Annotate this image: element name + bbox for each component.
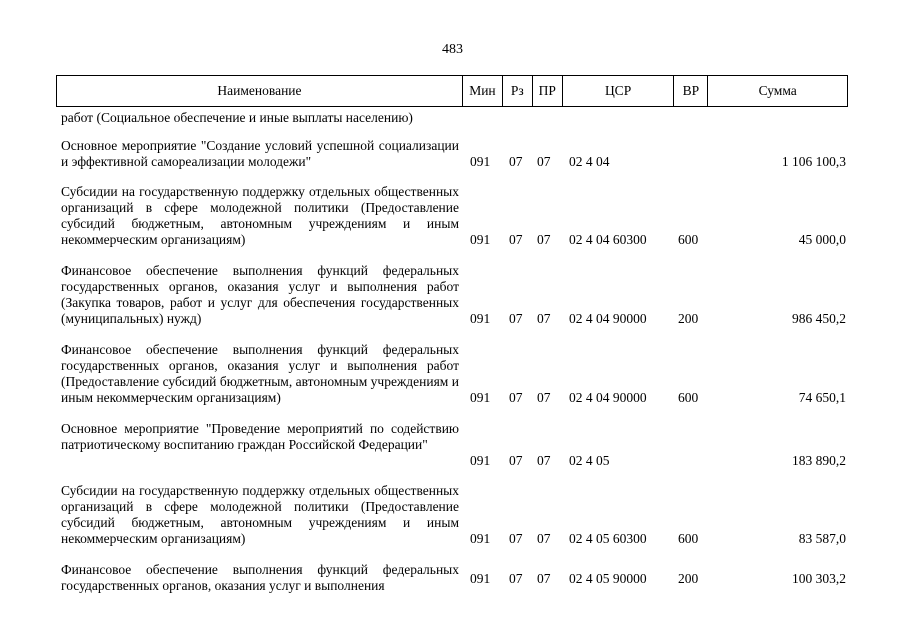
header-csr: ЦСР	[562, 76, 674, 106]
row-min: 091	[470, 531, 491, 546]
header-min: Мин	[462, 76, 502, 106]
row-csr: 02 4 04 90000	[569, 311, 647, 326]
row-rz: 07	[509, 531, 523, 546]
row-name: Основное мероприятие "Проведение мероприятий по содействию патриотическому воспитанию граждан Российской Федерации"	[61, 421, 459, 452]
row-csr: 02 4 04 90000	[569, 390, 647, 405]
row-vr: 200	[678, 571, 699, 586]
row-pr: 07	[537, 571, 551, 586]
row-name: Субсидии на государственную поддержку отдельных общественных организаций в сфере молодежной политики (Предоставление субсидий бюджетным, автономным учреждениям и иным некоммерческим организациям)	[61, 483, 459, 546]
row-vr: 600	[678, 531, 699, 546]
row-rz: 07	[509, 232, 523, 247]
row-min: 091	[470, 453, 491, 468]
row-sum: 83 587,0	[798, 531, 846, 546]
row-name: Основное мероприятие "Создание условий успешной социализации и эффективной самореализации молодежи"	[61, 138, 459, 169]
row-min: 091	[470, 154, 491, 169]
row-sum: 74 650,1	[798, 390, 846, 405]
row-min: 091	[470, 571, 491, 586]
row-sum: 986 450,2	[792, 311, 846, 326]
header-sum: Сумма	[707, 76, 847, 106]
row-name: Финансовое обеспечение выполнения функций федеральных государственных органов, оказания услуг и выполнения работ (Предоставление субсидий бюджетным, автономным учреждениям и иным некоммерческим организациям)	[61, 342, 459, 405]
row-vr: 200	[678, 311, 699, 326]
row-csr: 02 4 05 60300	[569, 531, 647, 546]
row-csr: 02 4 04 60300	[569, 232, 647, 247]
row-sum: 45 000,0	[798, 232, 846, 247]
row-rz: 07	[509, 453, 523, 468]
row-pr: 07	[537, 453, 551, 468]
row-pr: 07	[537, 154, 551, 169]
row-name: работ (Социальное обеспечение и иные выплаты населению)	[61, 110, 413, 125]
row-vr: 600	[678, 390, 699, 405]
row-rz: 07	[509, 154, 523, 169]
header-pr: ПР	[532, 76, 562, 106]
row-pr: 07	[537, 311, 551, 326]
header-rz: Рз	[502, 76, 532, 106]
row-sum: 100 303,2	[792, 571, 846, 586]
row-min: 091	[470, 390, 491, 405]
row-sum: 183 890,2	[792, 453, 846, 468]
header-name: Наименование	[217, 83, 302, 98]
row-csr: 02 4 05	[569, 453, 610, 468]
row-csr: 02 4 04	[569, 154, 610, 169]
row-name: Финансовое обеспечение выполнения функций федеральных государственных органов, оказания услуг и выполнения работ (Закупка товаров, работ и услуг для обеспечения государственных (муниципальных) нужд)	[61, 263, 459, 326]
page-number: 483	[442, 42, 463, 57]
row-rz: 07	[509, 571, 523, 586]
row-pr: 07	[537, 531, 551, 546]
row-pr: 07	[537, 232, 551, 247]
row-rz: 07	[509, 311, 523, 326]
row-min: 091	[470, 311, 491, 326]
header-vr: ВР	[673, 76, 707, 106]
row-rz: 07	[509, 390, 523, 405]
row-pr: 07	[537, 390, 551, 405]
row-csr: 02 4 05 90000	[569, 571, 647, 586]
row-sum: 1 106 100,3	[781, 154, 846, 169]
table-header	[56, 75, 848, 107]
row-name: Финансовое обеспечение выполнения функций федеральных государственных органов, оказания услуг и выполнения	[61, 562, 459, 593]
row-min: 091	[470, 232, 491, 247]
row-name: Субсидии на государственную поддержку отдельных общественных организаций в сфере молодежной политики (Предоставление субсидий бюджетным, автономным учреждениям и иным некоммерческим организациям)	[61, 184, 459, 247]
row-vr: 600	[678, 232, 699, 247]
